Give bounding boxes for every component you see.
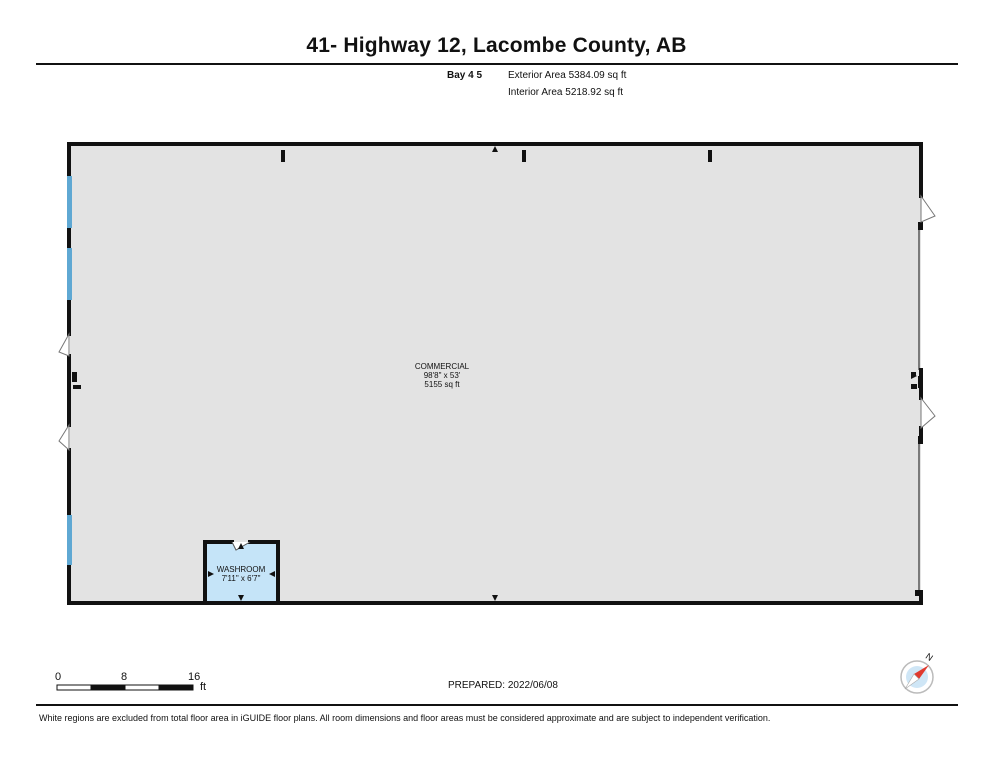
scale-bar xyxy=(57,685,193,690)
compass-icon xyxy=(901,661,933,693)
footer-divider xyxy=(36,704,958,706)
commercial-floor xyxy=(70,144,921,603)
exterior-area: Exterior Area 5384.09 sq ft xyxy=(508,70,627,81)
scale-label-0: 0 xyxy=(55,671,62,683)
scale-unit: ft xyxy=(200,681,207,693)
interior-area: Interior Area 5218.92 sq ft xyxy=(508,87,624,98)
right-doors xyxy=(921,196,935,428)
room-label-commercial xyxy=(392,362,492,389)
commercial-name: COMMERCIAL xyxy=(414,362,470,371)
washroom-dimensions: 7'11" x 6'7" xyxy=(221,574,261,583)
compass-north-label: N xyxy=(923,651,935,663)
scale-label-16: 16 xyxy=(188,671,201,683)
washroom-name: WASHROOM xyxy=(216,565,266,574)
prepared-date: PREPARED: 2022/06/08 xyxy=(448,680,558,691)
scale-label-8: 8 xyxy=(121,671,128,683)
commercial-area: 5155 sq ft xyxy=(424,380,460,389)
commercial-dimensions: 98'8" x 53' xyxy=(423,371,461,380)
page-title: 41- Highway 12, Lacombe County, AB xyxy=(306,34,687,57)
disclaimer-text: White regions are excluded from total floor area in iGUIDE floor plans. All room dimensions and floor areas must be considered approximate and are subject to independent verification. xyxy=(39,713,771,723)
room-label-washroom xyxy=(206,565,276,583)
bay-label: Bay 4 5 xyxy=(447,70,483,81)
